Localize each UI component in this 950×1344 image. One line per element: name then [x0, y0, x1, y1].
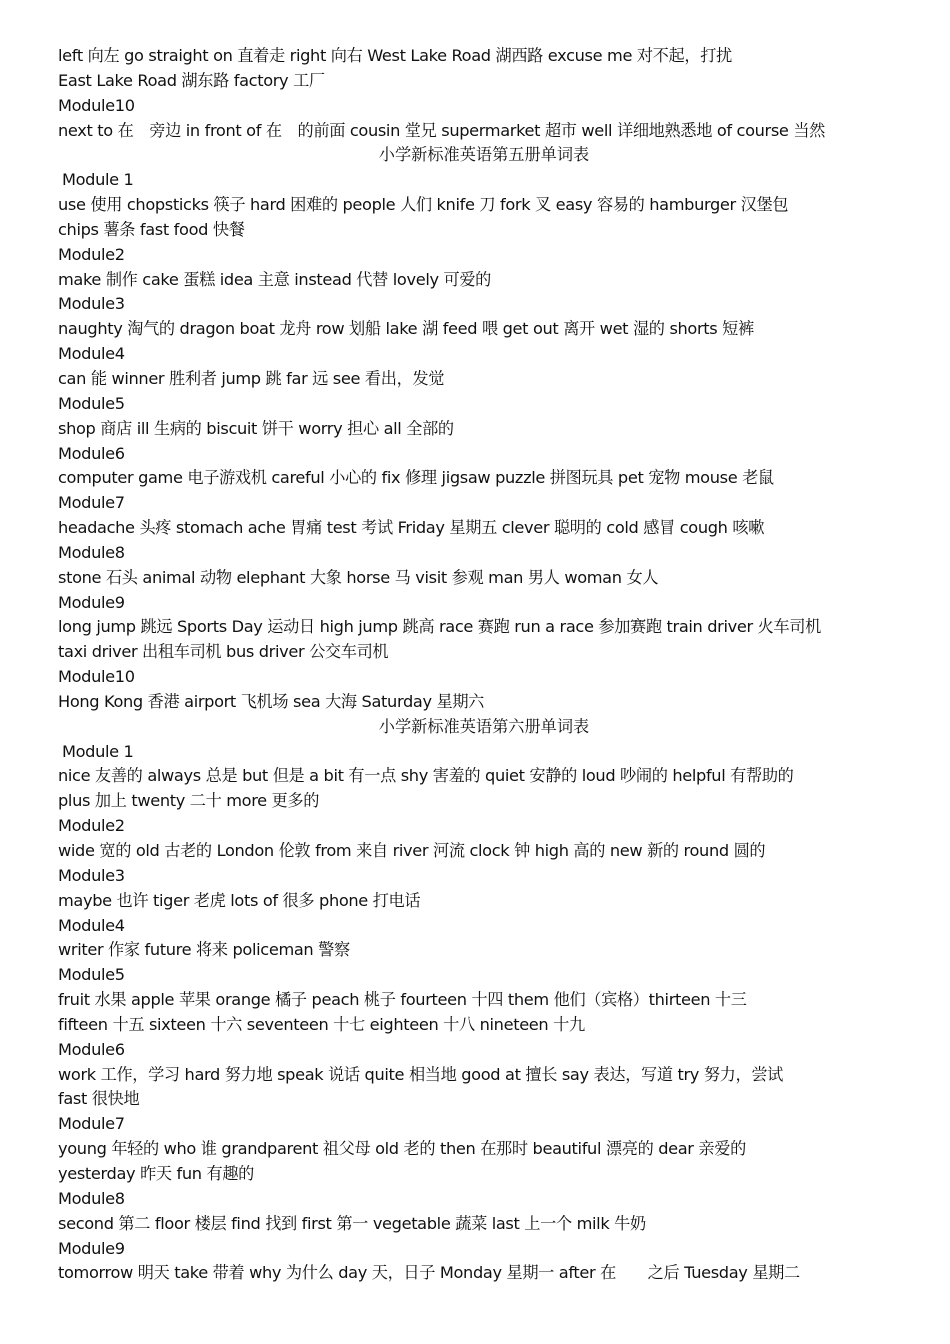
section-title: 小学新标准英语第五册单词表 — [378, 145, 590, 165]
module-heading: Module4 — [58, 344, 125, 364]
vocab-line: next to 在 旁边 in front of 在 的前面 cousin 堂兄 supermarket 超市 well 详细地熟悉地 of course 当然 — [58, 120, 826, 140]
vocab-line: second 第二 floor 楼层 find 找到 first 第一 vegetable 蔬菜 last 上一个 milk 牛奶 — [58, 1213, 646, 1233]
module-heading: Module9 — [58, 592, 125, 612]
module-heading: Module3 — [58, 865, 125, 885]
module-heading: Module7 — [58, 493, 125, 513]
vocab-line: stone 石头 animal 动物 elephant 大象 horse 马 visit 参观 man 男人 woman 女人 — [58, 567, 659, 587]
module-heading: Module5 — [58, 393, 125, 413]
vocab-line: work 工作，学习 hard 努力地 speak 说话 quite 相当地 good at 擅长 say 表达，写道 try 努力，尝试 — [58, 1064, 784, 1084]
vocab-line: naughty 淘气的 dragon boat 龙舟 row 划船 lake 湖 feed 喂 get out 离开 wet 湿的 shorts 短裤 — [58, 319, 754, 339]
module-heading: Module8 — [58, 1188, 125, 1208]
module-heading: Module2 — [58, 244, 125, 264]
vocab-line: taxi driver 出租车司机 bus driver 公交车司机 — [58, 642, 389, 662]
module-heading: Module8 — [58, 542, 125, 562]
module-heading: Module 1 — [62, 741, 134, 761]
vocab-line: chips 薯条 fast food 快餐 — [58, 219, 245, 239]
module-heading: Module2 — [58, 816, 125, 836]
vocab-line: East Lake Road 湖东路 factory 工厂 — [58, 70, 325, 90]
module-heading: Module9 — [58, 1238, 125, 1258]
vocab-line: left 向左 go straight on 直着走 right 向右 West Lake Road 湖西路 excuse me 对不起，打扰 — [58, 46, 732, 65]
section-title: 小学新标准英语第六册单词表 — [378, 716, 590, 736]
vocab-line: writer 作家 future 将来 policeman 警察 — [58, 940, 350, 960]
vocab-line: maybe 也许 tiger 老虎 lots of 很多 phone 打电话 — [58, 890, 421, 910]
vocab-line: wide 宽的 old 古老的 London 伦敦 from 来自 river 河流 clock 钟 high 高的 new 新的 round 圆的 — [58, 841, 766, 860]
vocab-line: shop 商店 ill 生病的 biscuit 饼干 worry 担心 all 全部的 — [58, 418, 454, 438]
vocab-line: plus 加上 twenty 二十 more 更多的 — [58, 791, 320, 811]
module-heading: Module 1 — [62, 170, 134, 190]
vocab-line: young 年轻的 who 谁 grandparent 祖父母 old 老的 then 在那时 beautiful 漂亮的 dear 亲爱的 — [58, 1139, 746, 1159]
vocab-line: Hong Kong 香港 airport 飞机场 sea 大海 Saturday 星期六 — [58, 691, 485, 711]
vocab-line: long jump 跳远 Sports Day 运动日 high jump 跳高 race 赛跑 run a race 参加赛跑 train driver 火车司机 — [58, 617, 821, 637]
module-heading: Module6 — [58, 1039, 125, 1059]
vocab-line: nice 友善的 always 总是 but 但是 a bit 有一点 shy 害羞的 quiet 安静的 loud 吵闹的 helpful 有帮助的 — [58, 766, 794, 786]
vocab-line: fruit 水果 apple 苹果 orange 橘子 peach 桃子 fourteen 十四 them 他们（宾格）thirteen 十三 — [58, 990, 747, 1010]
module-heading: Module3 — [58, 294, 125, 314]
vocab-line: use 使用 chopsticks 筷子 hard 困难的 people 人们 knife 刀 fork 叉 easy 容易的 hamburger 汉堡包 — [58, 195, 789, 215]
vocabulary-document — [58, 44, 910, 1286]
vocab-line: headache 头疼 stomach ache 胃痛 test 考试 Friday 星期五 clever 聪明的 cold 感冒 cough 咳嗽 — [58, 518, 765, 538]
module-heading: Module5 — [58, 965, 125, 985]
vocab-line: yesterday 昨天 fun 有趣的 — [58, 1163, 255, 1183]
vocab-line: computer game 电子游戏机 careful 小心的 fix 修理 jigsaw puzzle 拼图玩具 pet 宠物 mouse 老鼠 — [58, 468, 774, 488]
module-heading: Module10 — [58, 95, 135, 115]
vocab-line: make 制作 cake 蛋糕 idea 主意 instead 代替 lovely 可爱的 — [58, 269, 492, 289]
module-heading: Module10 — [58, 667, 135, 687]
vocab-line: tomorrow 明天 take 带着 why 为什么 day 天，日子 Monday 星期一 after 在 之后 Tuesday 星期二 — [58, 1263, 800, 1283]
vocab-line: fast 很快地 — [58, 1089, 140, 1109]
vocab-line: can 能 winner 胜利者 jump 跳 far 远 see 看出，发觉 — [58, 368, 445, 388]
vocab-line: fifteen 十五 sixteen 十六 seventeen 十七 eighteen 十八 nineteen 十九 — [58, 1014, 585, 1034]
module-heading: Module4 — [58, 915, 125, 935]
module-heading: Module6 — [58, 443, 125, 463]
module-heading: Module7 — [58, 1114, 125, 1134]
